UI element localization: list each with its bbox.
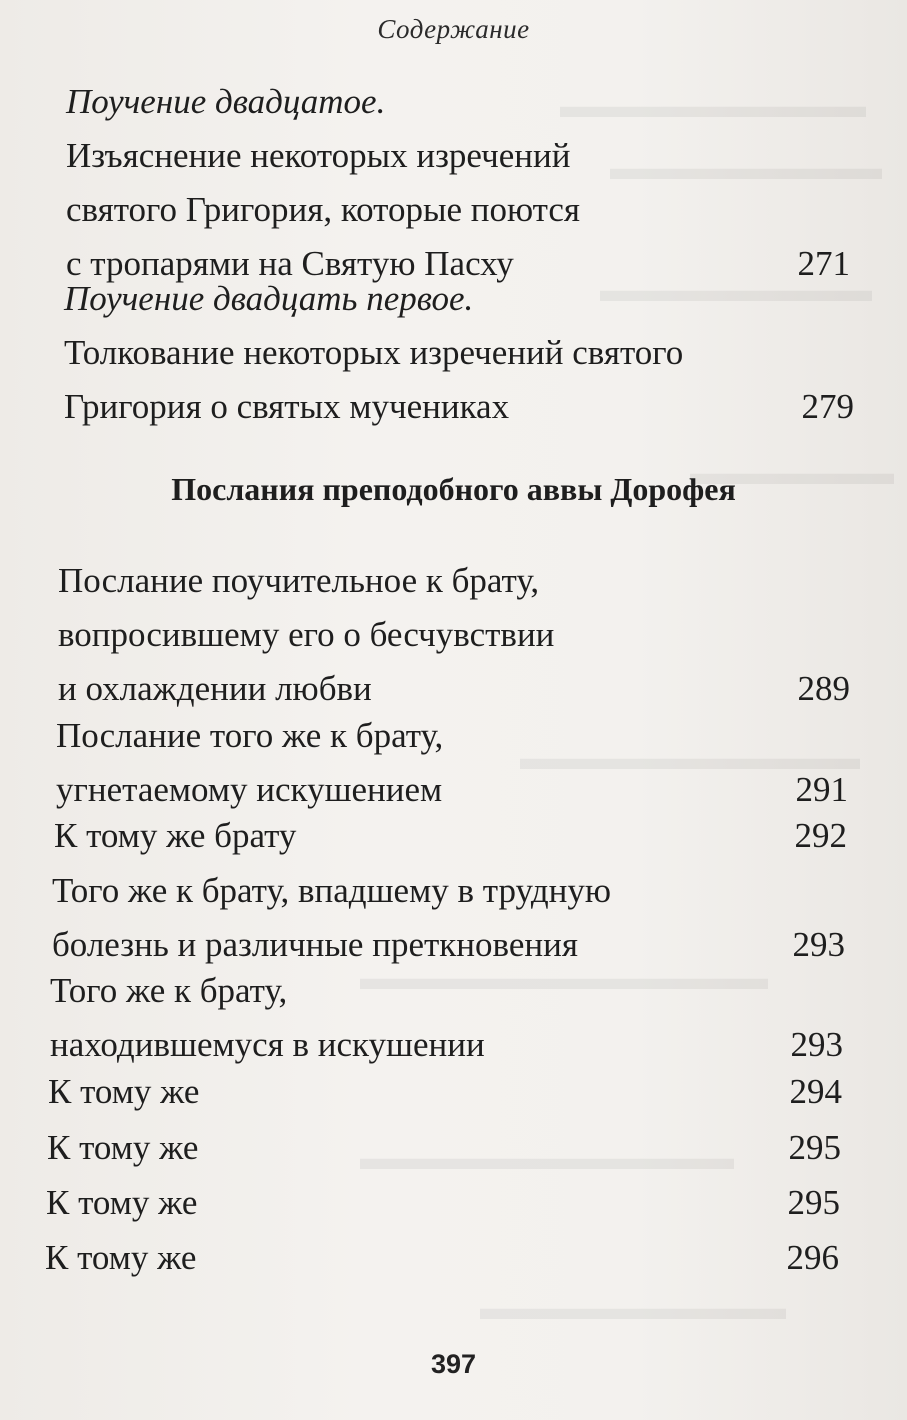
bleed-through-texture: ▬▬▬▬▬▬: [690, 455, 894, 492]
toc-entry: [54, 809, 847, 863]
toc-entry-line: К тому же: [48, 1072, 200, 1111]
toc-entry: [48, 1065, 842, 1119]
toc-entry: [46, 1176, 840, 1230]
toc-page-number: 279: [801, 387, 854, 426]
folio-page-number: 397: [430, 1349, 477, 1379]
toc-entry-line: угнетаемому искушением: [56, 770, 443, 809]
toc-page-number: 292: [794, 816, 847, 855]
toc-page-number: 293: [792, 925, 845, 964]
toc-entry-line: болезнь и различные преткновения: [52, 925, 578, 964]
toc-entry-line: Григория о святых мучениках: [64, 387, 510, 426]
toc-page-number: 271: [797, 244, 850, 283]
toc-page-number: 294: [789, 1072, 842, 1111]
toc-entry-line: вопросившему его о бесчувствии: [58, 615, 555, 654]
toc-page-number: 289: [797, 669, 850, 708]
toc-entry-line: К тому же: [46, 1183, 198, 1222]
toc-entry-line: К тому же: [47, 1128, 199, 1167]
section-title: Послания преподобного аввы Дорофея: [171, 471, 736, 507]
toc-entry: [50, 964, 843, 1072]
toc-entry-line: Послание того же к брату,: [56, 716, 444, 755]
toc-entry: [58, 554, 850, 716]
toc-entry: [45, 1231, 839, 1285]
toc-entry-line: находившемуся в искушении: [50, 1025, 485, 1064]
bleed-through-texture: ▬▬▬▬▬▬▬▬▬: [480, 1290, 786, 1327]
toc-entry-line: и охлаждении любви: [58, 669, 372, 708]
toc-entry-line: Толкование некоторых изречений святого: [64, 333, 684, 372]
toc-page-number: 295: [787, 1183, 840, 1222]
toc-entry-line: Изъяснение некоторых изречений: [66, 136, 571, 175]
toc-entry-line: Того же к брату,: [50, 971, 288, 1010]
bleed-through-texture: ▬▬▬▬▬▬▬▬▬: [560, 88, 866, 125]
toc-entry-heading: Поучение двадцатое.: [66, 82, 386, 121]
toc-entry: [47, 1121, 841, 1175]
toc-entry-line: К тому же брату: [54, 816, 297, 855]
toc-page-number: 291: [795, 770, 848, 809]
bleed-through-texture: ▬▬▬▬▬▬▬▬▬▬: [520, 740, 860, 777]
toc-entry-line: Послание поучительное к брату,: [58, 561, 540, 600]
toc-page-number: 296: [786, 1238, 839, 1277]
toc-page-number: 295: [788, 1128, 841, 1167]
toc-entry-line: Того же к брату, впадшему в трудную: [52, 871, 612, 910]
toc-entry-line: К тому же: [45, 1238, 197, 1277]
bleed-through-texture: ▬▬▬▬▬▬▬▬▬▬▬▬: [360, 960, 768, 997]
bleed-through-texture: ▬▬▬▬▬▬▬▬: [610, 150, 882, 187]
toc-entry: [52, 864, 845, 972]
running-head: Содержание: [377, 14, 530, 44]
bleed-through-texture: ▬▬▬▬▬▬▬▬: [600, 272, 872, 309]
toc-entry: [64, 272, 854, 434]
toc-page-number: 293: [790, 1025, 843, 1064]
bleed-through-texture: ▬▬▬▬▬▬▬▬▬▬▬: [360, 1140, 734, 1177]
toc-entry-line: святого Григория, которые поются: [66, 190, 581, 229]
toc-entry: [56, 709, 848, 817]
toc-entry: [66, 75, 850, 291]
toc-entry-heading: Поучение двадцать первое.: [64, 279, 474, 318]
toc-entry-line: с тропарями на Святую Пасху: [66, 244, 514, 283]
